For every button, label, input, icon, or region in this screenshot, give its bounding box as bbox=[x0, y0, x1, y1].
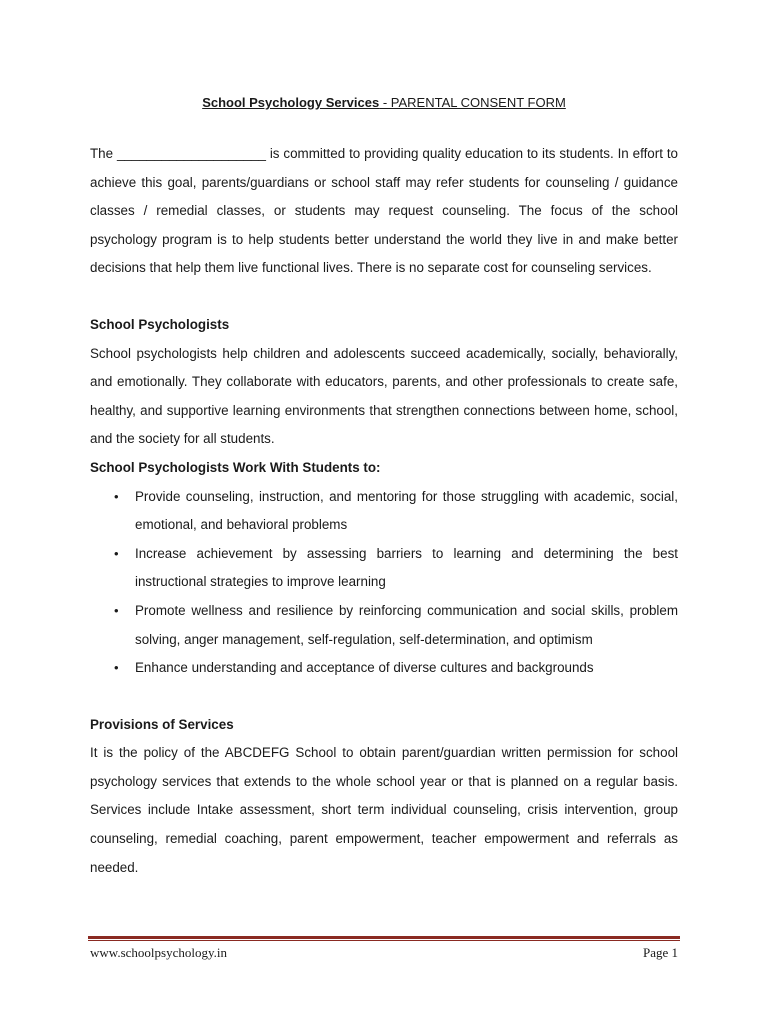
list-item bbox=[90, 483, 678, 540]
page-footer bbox=[90, 944, 678, 962]
section-heading-work-with-students: School Psychologists Work With Students to: bbox=[90, 459, 381, 475]
bullet-icon: • bbox=[114, 602, 119, 618]
page-title bbox=[90, 94, 678, 112]
psychologists-paragraph: School psychologists help children and adolescents succeed academically, socially, behaviorally, and emotionally. They collaborate with educators, parents, and other professionals to create safe, healthy, and supportive learning environments that strengthen connections between home, school, and the society for all students. bbox=[90, 345, 678, 447]
document-body bbox=[90, 94, 678, 882]
list-item-text: Provide counseling, instruction, and mentoring for those struggling with academic, social, emotional, and behavioral problems bbox=[135, 488, 678, 533]
list-item bbox=[90, 540, 678, 597]
bullet-icon: • bbox=[114, 488, 119, 504]
bullet-icon: • bbox=[114, 660, 119, 676]
spacer bbox=[90, 283, 678, 311]
title-suffix: - PARENTAL CONSENT FORM bbox=[379, 95, 566, 110]
footer-website: www.schoolpsychology.in bbox=[90, 945, 227, 960]
list-item-text: Enhance understanding and acceptance of diverse cultures and backgrounds bbox=[135, 660, 594, 676]
list-item bbox=[90, 597, 678, 654]
section-heading-psychologists: School Psychologists bbox=[90, 316, 230, 332]
spacer bbox=[90, 683, 678, 711]
footer-divider-thin bbox=[88, 940, 680, 941]
list-item-text: Increase achievement by assessing barriers to learning and determining the best instructional strategies to improve learning bbox=[135, 545, 678, 590]
section-heading-provisions: Provisions of Services bbox=[90, 716, 234, 732]
title-main: School Psychology Services bbox=[202, 95, 380, 110]
intro-paragraph: The ____________________ is committed to providing quality education to its students. In effort to achieve this goal, parents/guardians or school staff may refer students for counseling / guidance classes / remedial classes, or students may request counseling. The focus of the school psychology program is to help students better understand the world they live in and make better decisions that help them live functional lives. There is no separate cost for counseling services. bbox=[90, 146, 678, 276]
work-with-students-list bbox=[90, 483, 678, 683]
footer-page-number: Page 1 bbox=[642, 945, 678, 960]
bullet-icon: • bbox=[114, 545, 119, 561]
footer-divider-thick bbox=[88, 936, 680, 939]
provisions-paragraph: It is the policy of the ABCDEFG School to obtain parent/guardian written permission for school psychology services that extends to the whole school year or that is planned on a regular basis. Services include Intake assessment, short term individual counseling, crisis intervention, group counseling, remedial coaching, parent empowerment, teacher empowerment and referrals as needed. bbox=[90, 745, 678, 875]
list-item-text: Promote wellness and resilience by reinforcing communication and social skills, problem solving, anger management, self-regulation, self-determination, and optimism bbox=[135, 602, 678, 647]
list-item bbox=[90, 654, 678, 683]
